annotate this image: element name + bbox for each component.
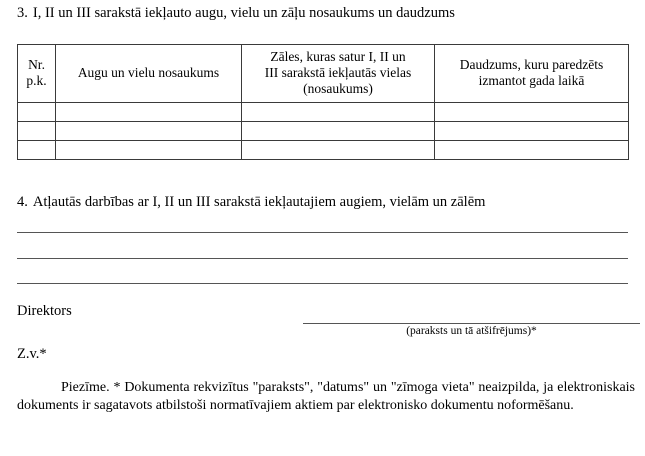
table-cell-plant-name[interactable] xyxy=(56,140,242,159)
table-cell-medicines[interactable] xyxy=(242,102,435,121)
table-header-medicines-line2: III sarakstā iekļautās vielas xyxy=(264,64,412,80)
table-header-nr xyxy=(18,45,56,103)
signature-caption: (paraksts un tā atšifrējums)* xyxy=(406,325,537,337)
table-cell-nr[interactable] xyxy=(18,102,56,121)
director-label: Direktors xyxy=(17,303,72,319)
table-header-medicines-line1: Zāles, kuras satur I, II un xyxy=(270,49,406,64)
table-body xyxy=(18,102,629,159)
table-row xyxy=(18,121,629,140)
blank-write-line-3[interactable] xyxy=(17,283,628,284)
table-header-quantity-line2: izmantot gada laikā xyxy=(478,72,585,88)
section-4-number: 4. xyxy=(17,194,28,210)
table-cell-quantity[interactable] xyxy=(435,121,629,140)
table-header-plant-name-line1: Augu un vielu nosaukums xyxy=(77,64,220,80)
table-header-medicines xyxy=(242,45,435,103)
footnote-text: Piezīme. * Dokumenta rekvizītus "paraksts", "datums" un "zīmoga vieta" neaizpilda, ja elektroniskais dokuments ir sagatavots atbilstoši normatīvajiem aktiem par elektronisko dokumentu noformēšanu. xyxy=(17,380,635,414)
blank-write-line-2[interactable] xyxy=(17,258,628,259)
table-header-nr-line1: Nr. xyxy=(28,56,45,72)
table-cell-quantity[interactable] xyxy=(435,102,629,121)
table-cell-nr[interactable] xyxy=(18,121,56,140)
signature-line[interactable] xyxy=(303,323,640,324)
table-head xyxy=(18,45,629,103)
section-4-title: Atļautās darbības ar I, II un III sarakstā iekļautajiem augiem, vielām un zālēm xyxy=(32,194,486,210)
table-header-plant-name xyxy=(56,45,242,103)
table-cell-medicines[interactable] xyxy=(242,140,435,159)
table-row xyxy=(18,140,629,159)
table-header-nr-line2: p.k. xyxy=(26,72,47,88)
table-header-row xyxy=(18,45,629,103)
seal-place-label: Z.v.* xyxy=(17,346,47,362)
table-cell-plant-name[interactable] xyxy=(56,102,242,121)
table-header-quantity xyxy=(435,45,629,103)
section-3-heading xyxy=(17,5,455,22)
table-row xyxy=(18,102,629,121)
section-3-title: I, II un III sarakstā iekļauto augu, vielu un zāļu nosaukums un daudzums xyxy=(32,5,455,21)
substances-table xyxy=(17,44,629,160)
table-header-quantity-line1: Daudzums, kuru paredzēts xyxy=(459,56,604,72)
table-cell-quantity[interactable] xyxy=(435,140,629,159)
table-cell-nr[interactable] xyxy=(18,140,56,159)
table-cell-medicines[interactable] xyxy=(242,121,435,140)
section-4-heading xyxy=(17,194,485,211)
table-cell-plant-name[interactable] xyxy=(56,121,242,140)
blank-write-line-1[interactable] xyxy=(17,232,628,233)
section-3-number: 3. xyxy=(17,5,28,21)
table-header-medicines-line3: (nosaukums) xyxy=(303,80,373,96)
